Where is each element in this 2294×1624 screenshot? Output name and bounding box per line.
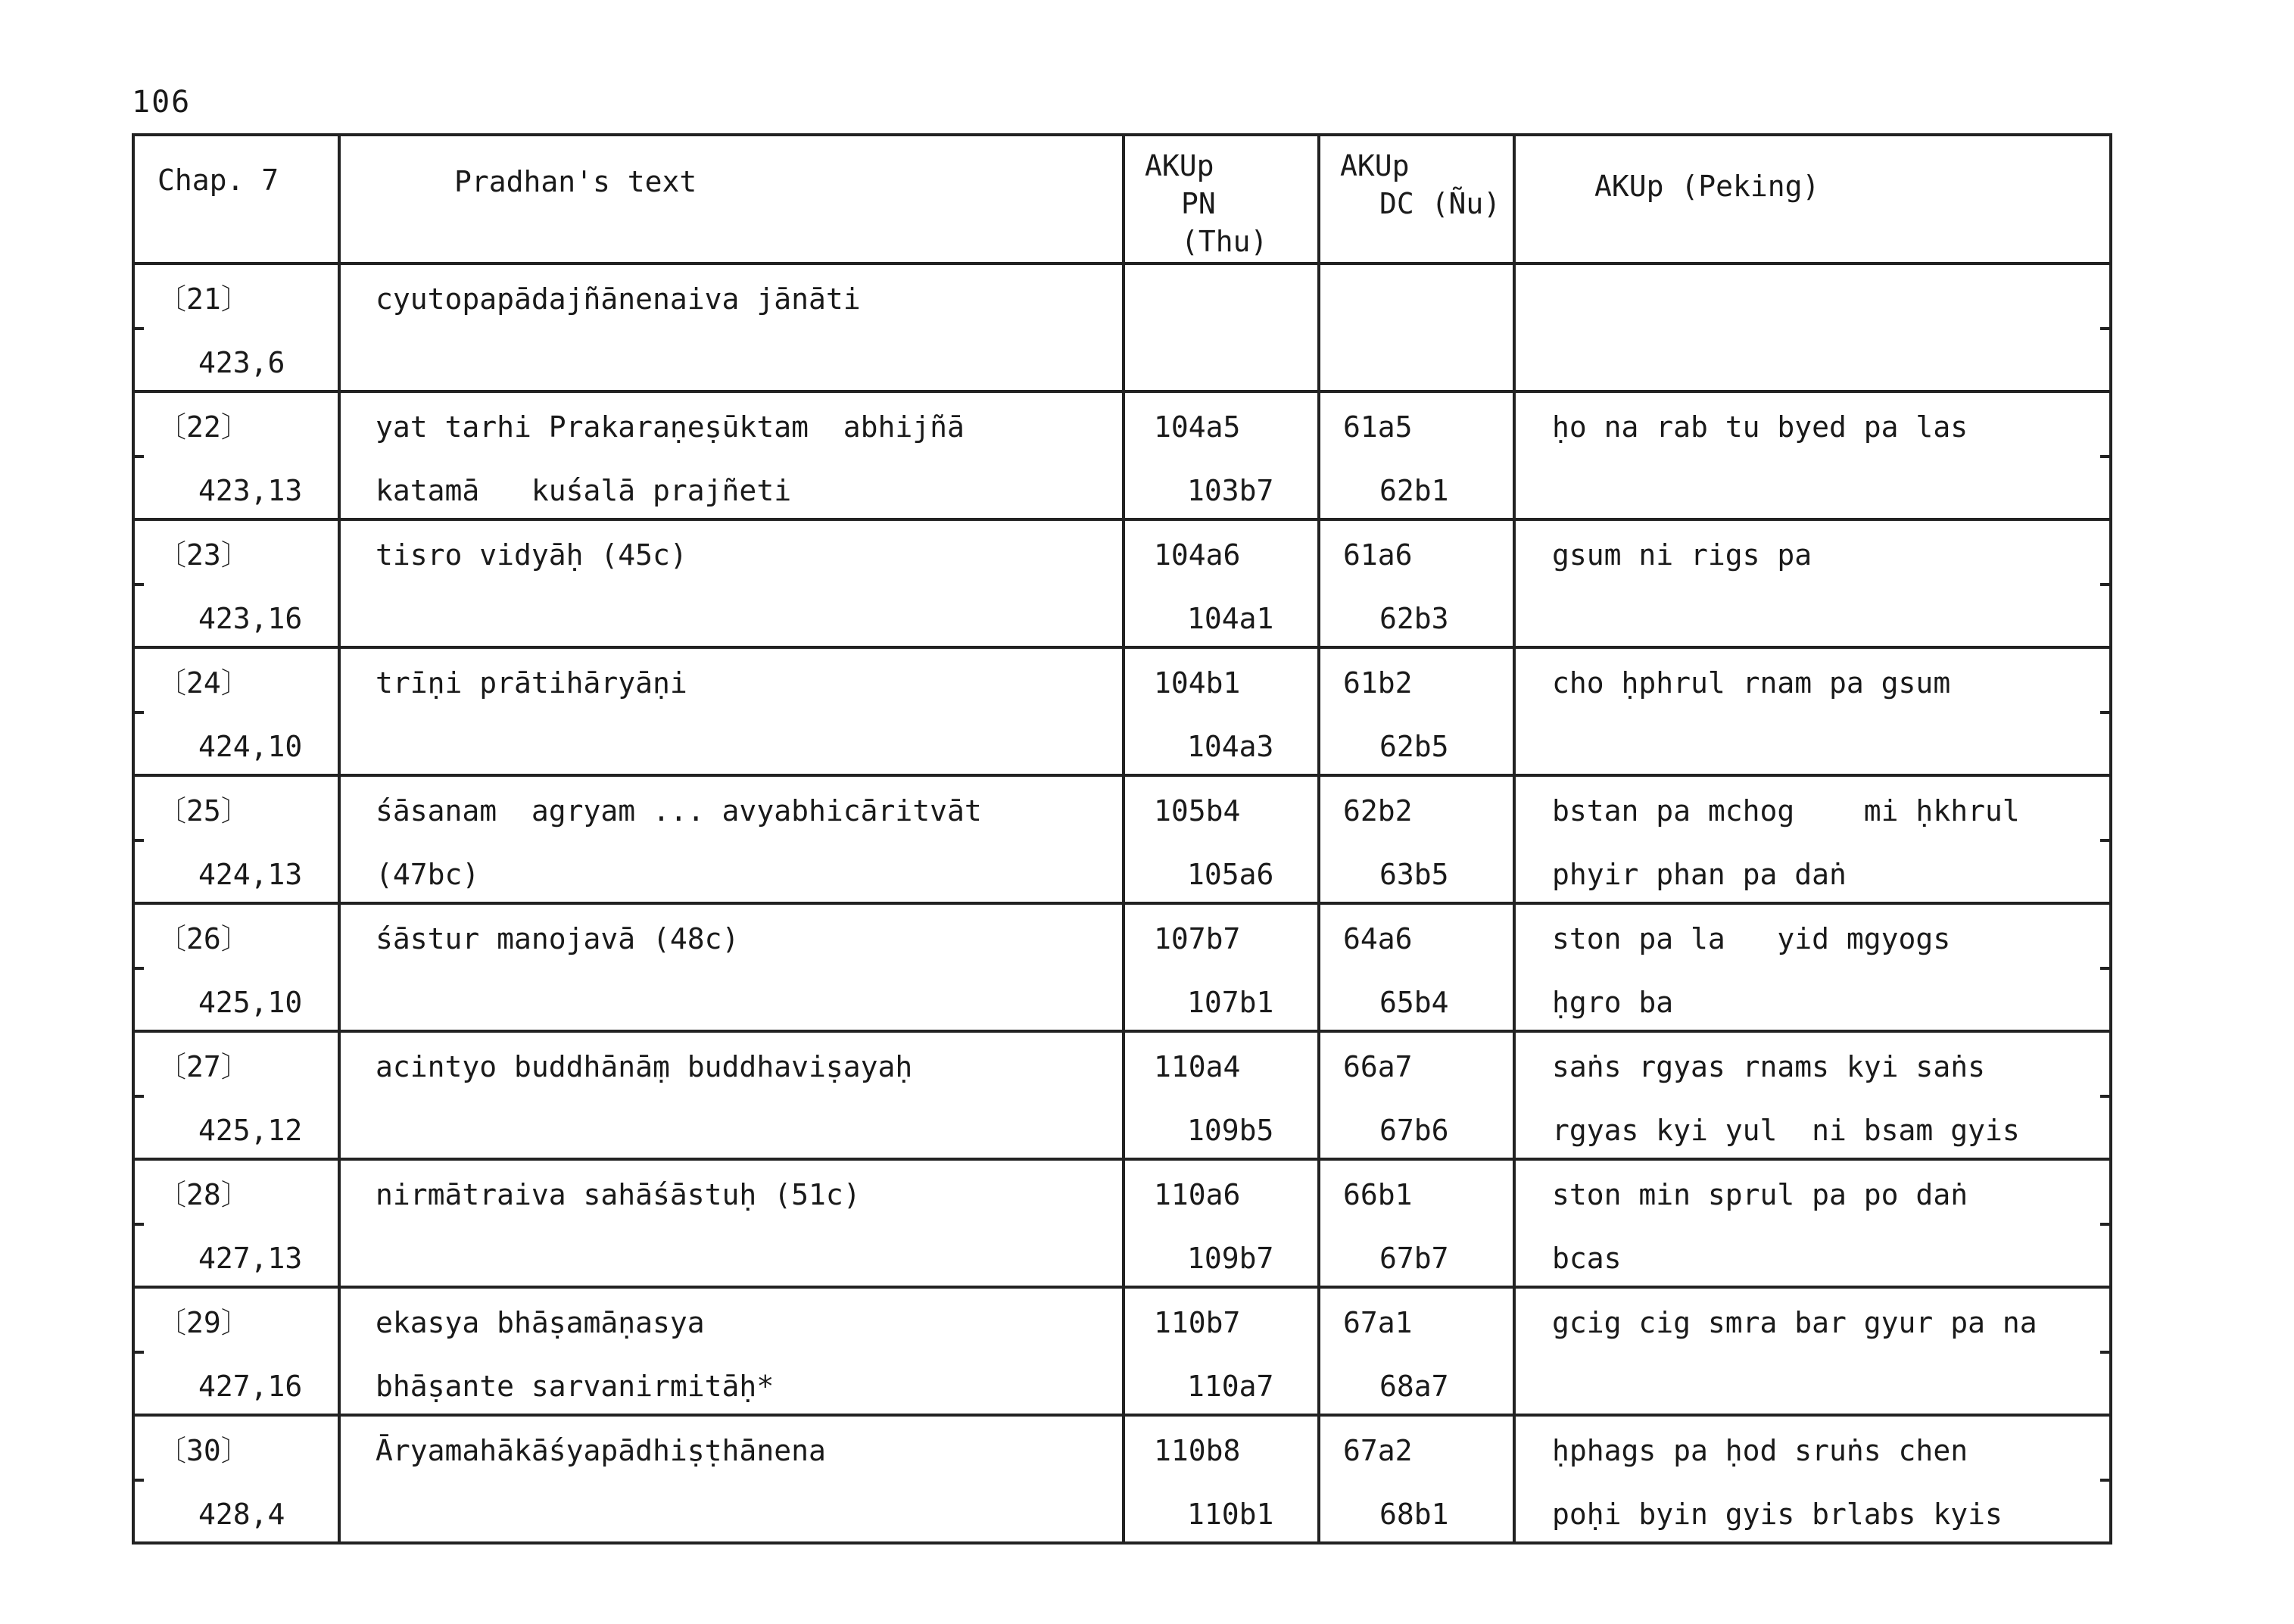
akup-pn-line2: 110a7 <box>1187 1370 1274 1403</box>
table-row <box>133 1031 2111 1159</box>
akup-peking-line1: ston pa la yid mgyogs <box>1552 922 1951 955</box>
akup-dc-cell <box>1319 775 1514 903</box>
akup-peking-line2: ḥgro ba <box>1552 986 1674 1019</box>
akup-pn-line1: 105b4 <box>1154 794 1241 828</box>
akup-dc-cell <box>1319 1415 1514 1543</box>
table-row <box>133 775 2111 903</box>
pradhan-text-line1: cyutopapādajñānenaiva jānāti <box>376 282 861 316</box>
row-number-cell <box>133 1415 339 1543</box>
akup-peking-cell <box>1514 1415 2111 1543</box>
akup-dc-line1: 61b2 <box>1343 666 1413 700</box>
pradhan-text-cell <box>339 1159 1124 1287</box>
akup-dc-line1: 66b1 <box>1343 1178 1413 1211</box>
row-number-cell <box>133 775 339 903</box>
row-divider-tick <box>132 967 144 970</box>
akup-dc-line1: 62b2 <box>1343 794 1413 828</box>
row-number-line1: 〔26〕 <box>157 922 250 955</box>
header-chapter: Chap. 7 <box>133 135 339 263</box>
akup-peking-line1: bstan pa mchog mi ḥkhrul <box>1552 794 2020 828</box>
row-divider-tick <box>2100 711 2112 714</box>
row-divider-tick <box>2100 1479 2112 1482</box>
akup-peking-cell <box>1514 519 2111 647</box>
row-number-line1: 〔29〕 <box>157 1306 250 1339</box>
akup-peking-line2: poḥi byin gyis brlabs kyis <box>1552 1498 2003 1531</box>
akup-dc-line2: 67b7 <box>1379 1242 1449 1275</box>
row-divider-tick <box>132 839 144 842</box>
akup-pn-line1: 104a5 <box>1154 410 1241 444</box>
row-number-line1: 〔25〕 <box>157 794 250 828</box>
akup-pn-cell <box>1124 1031 1319 1159</box>
table-row <box>133 519 2111 647</box>
akup-dc-cell <box>1319 263 1514 391</box>
akup-pn-line1: 104b1 <box>1154 666 1241 700</box>
akup-peking-line1: ḥphags pa ḥod sruṅs chen <box>1552 1434 1968 1467</box>
table-body <box>133 263 2111 1543</box>
akup-peking-cell <box>1514 775 2111 903</box>
akup-peking-line2: bcas <box>1552 1242 1622 1275</box>
pradhan-text-line1: nirmātraiva sahāśāstuḥ (51c) <box>376 1178 861 1211</box>
pradhan-text-line1: Āryamahākāśyapādhiṣṭhānena <box>376 1434 826 1467</box>
table-row <box>133 1415 2111 1543</box>
akup-peking-cell <box>1514 263 2111 391</box>
pradhan-text-line1: ekasya bhāṣamāṇasya <box>376 1306 705 1339</box>
header-akup-dc-line1: AKUp <box>1340 149 1410 182</box>
row-divider-tick <box>132 1223 144 1226</box>
akup-dc-cell <box>1319 1031 1514 1159</box>
header-akup-dc-line2: DC (Ñu) <box>1379 187 1501 220</box>
akup-dc-line2: 67b6 <box>1379 1114 1449 1147</box>
row-number-line1: 〔28〕 <box>157 1178 250 1211</box>
pradhan-text-line1: acintyo buddhānāṃ buddhaviṣayaḥ <box>376 1050 913 1083</box>
row-number-cell <box>133 391 339 519</box>
pradhan-text-cell <box>339 263 1124 391</box>
row-divider-tick <box>2100 1351 2112 1354</box>
row-divider-tick <box>132 1479 144 1482</box>
row-divider-tick <box>2100 455 2112 458</box>
pradhan-text-cell <box>339 391 1124 519</box>
akup-pn-line2: 110b1 <box>1187 1498 1274 1531</box>
akup-pn-cell <box>1124 391 1319 519</box>
akup-peking-cell <box>1514 647 2111 775</box>
row-number-line1: 〔23〕 <box>157 538 250 572</box>
akup-dc-line1: 66a7 <box>1343 1050 1413 1083</box>
akup-pn-cell <box>1124 1415 1319 1543</box>
akup-dc-line2: 62b3 <box>1379 602 1449 635</box>
akup-pn-line2: 109b5 <box>1187 1114 1274 1147</box>
table-row <box>133 903 2111 1031</box>
row-number-cell <box>133 647 339 775</box>
akup-dc-line1: 64a6 <box>1343 922 1413 955</box>
row-divider-tick <box>132 1351 144 1354</box>
row-number-line1: 〔22〕 <box>157 410 250 444</box>
row-divider-tick <box>132 455 144 458</box>
akup-dc-cell <box>1319 1287 1514 1415</box>
pradhan-text-cell <box>339 775 1124 903</box>
akup-dc-line2: 68b1 <box>1379 1498 1449 1531</box>
row-number-line2: 425,10 <box>198 986 303 1019</box>
akup-dc-cell <box>1319 1159 1514 1287</box>
akup-dc-cell <box>1319 647 1514 775</box>
row-number-line2: 423,16 <box>198 602 303 635</box>
pradhan-text-line1: trīṇi prātihāryāṇi <box>376 666 687 700</box>
table-row <box>133 647 2111 775</box>
row-number-line1: 〔27〕 <box>157 1050 250 1083</box>
akup-peking-cell <box>1514 1287 2111 1415</box>
akup-dc-cell <box>1319 903 1514 1031</box>
akup-peking-cell <box>1514 903 2111 1031</box>
row-divider-tick <box>132 711 144 714</box>
akup-dc-cell <box>1319 519 1514 647</box>
akup-dc-line2: 62b5 <box>1379 730 1449 763</box>
akup-dc-cell <box>1319 391 1514 519</box>
akup-pn-cell <box>1124 519 1319 647</box>
pradhan-text-cell <box>339 1287 1124 1415</box>
row-divider-tick <box>2100 967 2112 970</box>
akup-pn-cell <box>1124 903 1319 1031</box>
akup-pn-line2: 103b7 <box>1187 474 1274 507</box>
page-number: 106 <box>132 85 192 120</box>
pradhan-text-line1: śāstur manojavā (48c) <box>376 922 740 955</box>
akup-pn-line1: 110a4 <box>1154 1050 1241 1083</box>
akup-peking-line1: gsum ni rigs pa <box>1552 538 1812 572</box>
akup-peking-line1: cho ḥphrul rnam pa gsum <box>1552 666 1951 700</box>
pradhan-text-line1: śāsanam agryam ... avyabhicāritvāt <box>376 794 982 828</box>
akup-dc-line1: 67a1 <box>1343 1306 1413 1339</box>
akup-pn-line1: 110a6 <box>1154 1178 1241 1211</box>
row-number-line1: 〔21〕 <box>157 282 250 316</box>
akup-pn-line1: 104a6 <box>1154 538 1241 572</box>
akup-pn-line2: 109b7 <box>1187 1242 1274 1275</box>
header-pradhan-text: Pradhan's text <box>339 135 1124 263</box>
header-akup-dc <box>1319 135 1514 263</box>
akup-peking-line2: rgyas kyi yul ni bsam gyis <box>1552 1114 2020 1147</box>
akup-pn-cell <box>1124 647 1319 775</box>
akup-dc-line2: 63b5 <box>1379 858 1449 891</box>
akup-pn-cell <box>1124 1159 1319 1287</box>
pradhan-text-line1: tisro vidyāḥ (45c) <box>376 538 687 572</box>
table-row <box>133 391 2111 519</box>
row-number-cell <box>133 1031 339 1159</box>
row-divider-tick <box>2100 327 2112 330</box>
row-number-cell <box>133 1287 339 1415</box>
row-divider-tick <box>132 583 144 586</box>
header-akup-pn <box>1124 135 1319 263</box>
header-akup-pn-line2: PN (Thu) <box>1181 187 1268 258</box>
akup-pn-line2: 104a1 <box>1187 602 1274 635</box>
row-number-line2: 424,10 <box>198 730 303 763</box>
table-row <box>133 263 2111 391</box>
akup-pn-cell <box>1124 775 1319 903</box>
pradhan-text-line2: bhāṣante sarvanirmitāḥ* <box>376 1370 775 1403</box>
akup-pn-line1: 110b7 <box>1154 1306 1241 1339</box>
table-row <box>133 1287 2111 1415</box>
akup-pn-cell <box>1124 1287 1319 1415</box>
akup-peking-line1: ḥo na rab tu byed pa las <box>1552 410 1968 444</box>
row-number-line2: 423,6 <box>198 346 285 379</box>
akup-pn-cell <box>1124 263 1319 391</box>
pradhan-text-cell <box>339 1415 1124 1543</box>
akup-pn-line1: 110b8 <box>1154 1434 1241 1467</box>
akup-pn-line2: 107b1 <box>1187 986 1274 1019</box>
akup-peking-cell <box>1514 1159 2111 1287</box>
akup-peking-line1: gcig cig smra bar gyur pa na <box>1552 1306 2037 1339</box>
row-number-line2: 424,13 <box>198 858 303 891</box>
akup-peking-cell <box>1514 1031 2111 1159</box>
row-number-line1: 〔30〕 <box>157 1434 250 1467</box>
pradhan-text-line1: yat tarhi Prakaraṇeṣūktam abhijñā <box>376 410 965 444</box>
row-divider-tick <box>2100 839 2112 842</box>
row-number-line2: 428,4 <box>198 1498 285 1531</box>
akup-dc-line2: 68a7 <box>1379 1370 1449 1403</box>
row-number-cell <box>133 519 339 647</box>
pradhan-text-cell <box>339 1031 1124 1159</box>
row-divider-tick <box>132 327 144 330</box>
pradhan-text-cell <box>339 903 1124 1031</box>
akup-pn-line2: 104a3 <box>1187 730 1274 763</box>
row-number-cell <box>133 1159 339 1287</box>
row-divider-tick <box>2100 1223 2112 1226</box>
row-number-cell <box>133 263 339 391</box>
concordance-table <box>132 133 2112 1545</box>
row-divider-tick <box>2100 1095 2112 1098</box>
akup-dc-line2: 62b1 <box>1379 474 1449 507</box>
akup-dc-line1: 61a6 <box>1343 538 1413 572</box>
akup-pn-line1: 107b7 <box>1154 922 1241 955</box>
akup-dc-line1: 61a5 <box>1343 410 1413 444</box>
row-divider-tick <box>2100 583 2112 586</box>
row-number-line2: 427,13 <box>198 1242 303 1275</box>
akup-peking-cell <box>1514 391 2111 519</box>
akup-peking-line2: phyir phan pa daṅ <box>1552 858 1847 891</box>
pradhan-text-cell <box>339 519 1124 647</box>
row-number-line1: 〔24〕 <box>157 666 250 700</box>
pradhan-text-line2: katamā kuśalā prajñeti <box>376 474 792 507</box>
akup-peking-line1: saṅs rgyas rnams kyi saṅs <box>1552 1050 1985 1083</box>
row-number-cell <box>133 903 339 1031</box>
row-number-line2: 425,12 <box>198 1114 303 1147</box>
akup-dc-line2: 65b4 <box>1379 986 1449 1019</box>
row-divider-tick <box>132 1095 144 1098</box>
row-number-line2: 423,13 <box>198 474 303 507</box>
akup-peking-line1: ston min sprul pa po daṅ <box>1552 1178 1968 1211</box>
pradhan-text-line2: (47bc) <box>376 858 480 891</box>
row-number-line2: 427,16 <box>198 1370 303 1403</box>
header-akup-pn-line1: AKUp <box>1145 149 1214 182</box>
header-akup-peking: AKUp (Peking) <box>1514 135 2111 263</box>
table-row <box>133 1159 2111 1287</box>
akup-dc-line1: 67a2 <box>1343 1434 1413 1467</box>
pradhan-text-cell <box>339 647 1124 775</box>
akup-pn-line2: 105a6 <box>1187 858 1274 891</box>
table-header <box>133 135 2111 263</box>
